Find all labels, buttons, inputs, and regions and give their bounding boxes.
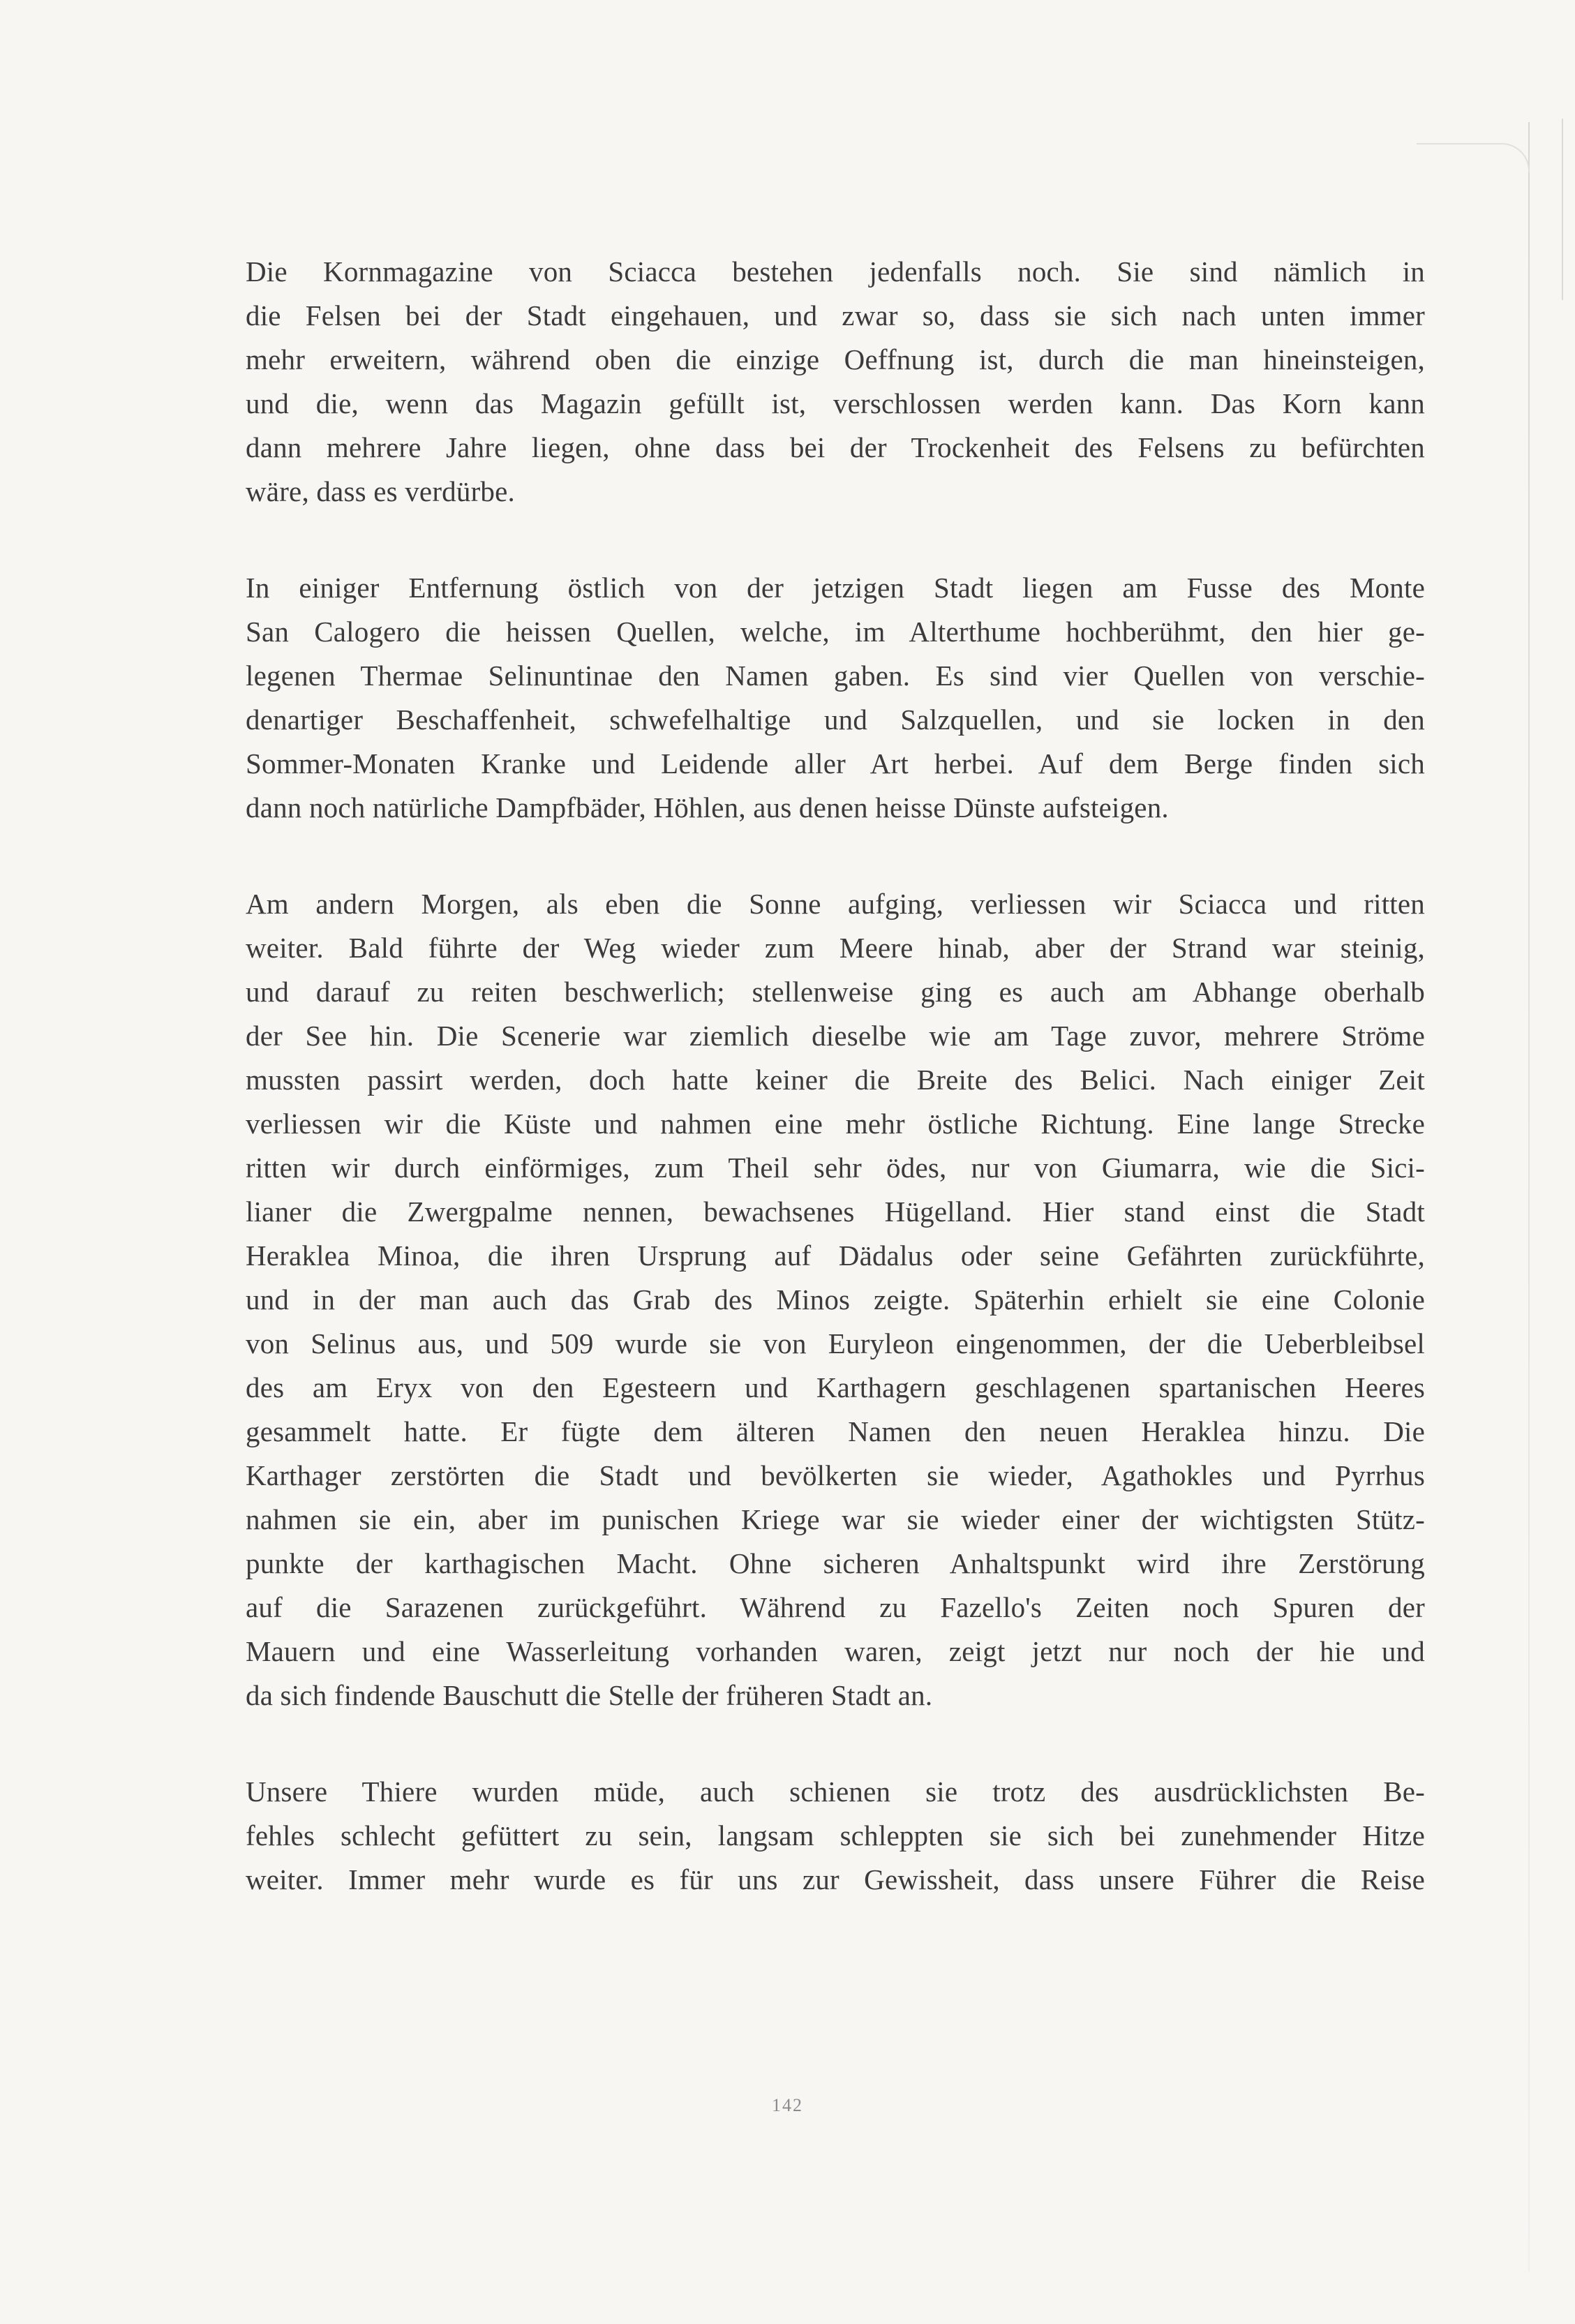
text-line: und darauf zu reiten beschwerlich; stellenweise ging es auch am Abhange oberhalb	[246, 976, 1425, 1008]
text-line: und die, wenn das Magazin gefüllt ist, verschlossen werden kann. Das Korn kann	[246, 387, 1425, 419]
text-line: auf die Sarazenen zurückgeführt. Während zu Fazello's Zeiten noch Spuren der	[246, 1591, 1425, 1623]
paragraph-1	[246, 250, 1425, 514]
text-line: Sommer-Monaten Kranke und Leidende aller Art herbei. Auf dem Berge finden sich	[246, 747, 1425, 780]
page-edge-corner	[1417, 143, 1530, 172]
text-line: legenen Thermae Selinuntinae den Namen gaben. Es sind vier Quellen von verschie-	[246, 660, 1425, 692]
text-body	[246, 250, 1425, 1954]
paragraph-2	[246, 566, 1425, 830]
text-line: San Calogero die heissen Quellen, welche, im Alterthume hochberühmt, den hier ge-	[246, 616, 1425, 648]
text-line: fehles schlecht gefüttert zu sein, langsam schleppten sie sich bei zunehmender Hitze	[246, 1819, 1425, 1852]
text-line: Am andern Morgen, als eben die Sonne aufging, verliessen wir Sciacca und ritten	[246, 888, 1425, 920]
text-line: nahmen sie ein, aber im punischen Kriege war sie wieder einer der wichtigsten Stütz-	[246, 1503, 1425, 1535]
paragraph-4	[246, 1770, 1425, 1902]
text-line: dann mehrere Jahre liegen, ohne dass bei der Trockenheit des Felsens zu befürchten	[246, 431, 1425, 463]
text-line: Heraklea Minoa, die ihren Ursprung auf Dädalus oder seine Gefährten zurückführte,	[246, 1239, 1425, 1272]
text-line: Mauern und eine Wasserleitung vorhanden waren, zeigt jetzt nur noch der hie und	[246, 1635, 1425, 1667]
page-edge-outer	[1562, 119, 1563, 300]
text-line: von Selinus aus, und 509 wurde sie von Euryleon eingenommen, der die Ueberbleibsel	[246, 1327, 1425, 1360]
text-line: weiter. Immer mehr wurde es für uns zur Gewissheit, dass unsere Führer die Reise	[246, 1863, 1425, 1895]
paragraph-3	[246, 882, 1425, 1718]
text-line: In einiger Entfernung östlich von der jetzigen Stadt liegen am Fusse des Monte	[246, 572, 1425, 604]
text-line: Karthager zerstörten die Stadt und bevölkerten sie wieder, Agathokles und Pyrrhus	[246, 1459, 1425, 1491]
text-line: dann noch natürliche Dampfbäder, Höhlen, aus denen heisse Dünste aufsteigen.	[246, 791, 1169, 824]
text-line: lianer die Zwergpalme nennen, bewachsenes Hügelland. Hier stand einst die Stadt	[246, 1195, 1425, 1228]
page-edge	[1528, 122, 1530, 2272]
text-line: und in der man auch das Grab des Minos zeigte. Späterhin erhielt sie eine Colonie	[246, 1283, 1425, 1316]
text-line: Unsere Thiere wurden müde, auch schienen sie trotz des ausdrücklichsten Be-	[246, 1775, 1425, 1808]
text-line: weiter. Bald führte der Weg wieder zum Meere hinab, aber der Strand war steinig,	[246, 932, 1425, 964]
text-line: des am Eryx von den Egesteern und Karthagern geschlagenen spartanischen Heeres	[246, 1371, 1425, 1403]
text-line: verliessen wir die Küste und nahmen eine mehr östliche Richtung. Eine lange Strecke	[246, 1108, 1425, 1140]
text-line: punkte der karthagischen Macht. Ohne sicheren Anhaltspunkt wird ihre Zerstörung	[246, 1547, 1425, 1579]
text-line: mussten passirt werden, doch hatte keiner die Breite des Belici. Nach einiger Zeit	[246, 1064, 1425, 1096]
text-line: der See hin. Die Scenerie war ziemlich dieselbe wie am Tage zuvor, mehrere Ströme	[246, 1020, 1425, 1052]
text-line: ritten wir durch einförmiges, zum Theil sehr ödes, nur von Giumarra, wie die Sici-	[246, 1152, 1425, 1184]
text-line: denartiger Beschaffenheit, schwefelhaltige und Salzquellen, und sie locken in den	[246, 703, 1425, 736]
text-line: die Felsen bei der Stadt eingehauen, und zwar so, dass sie sich nach unten immer	[246, 299, 1425, 332]
text-line: da sich findende Bauschutt die Stelle der früheren Stadt an.	[246, 1679, 933, 1711]
text-line: gesammelt hatte. Er fügte dem älteren Namen den neuen Heraklea hinzu. Die	[246, 1415, 1425, 1447]
page-number: 142	[772, 2095, 803, 2115]
text-line: Die Kornmagazine von Sciacca bestehen jedenfalls noch. Sie sind nämlich in	[246, 255, 1425, 288]
text-line: mehr erweitern, während oben die einzige Oeffnung ist, durch die man hineinsteigen,	[246, 343, 1425, 375]
text-line: wäre, dass es verdürbe.	[246, 475, 515, 507]
